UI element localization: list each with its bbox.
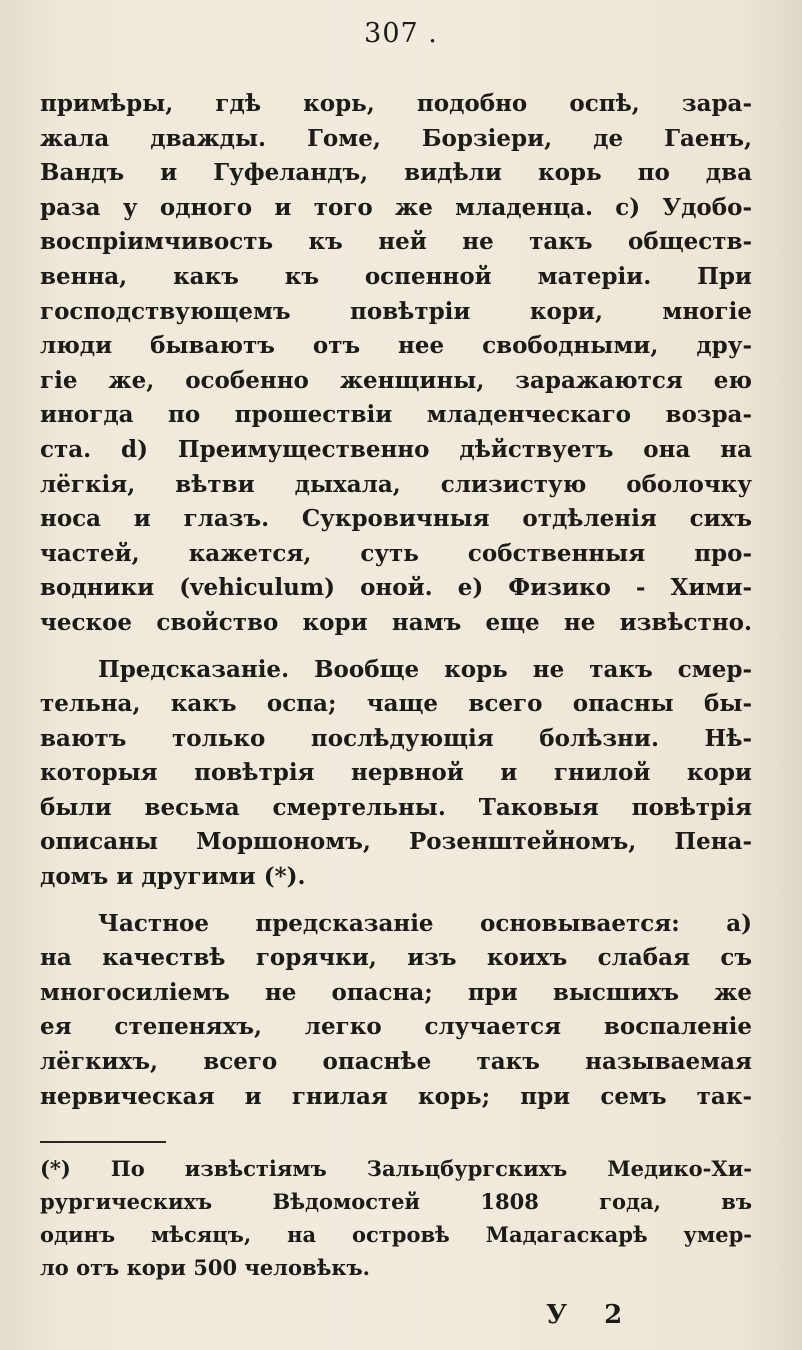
text-line: гіе же, особенно женщины, заражаются ею	[40, 366, 752, 394]
text-line: многосиліемъ не опасна; при высшихъ же	[40, 978, 752, 1006]
text-line: домъ и другими (*).	[40, 863, 306, 891]
text-line: ческое свойство кори намъ еще не извѣстно.	[40, 608, 752, 636]
text-line: раза у одного и того же младенца. с) Удобо-	[40, 193, 752, 221]
text-line: венна, какъ къ оспенной матеріи. При	[40, 262, 752, 290]
text-line: ста. d) Преимущественно дѣйствуетъ она на	[40, 435, 752, 463]
text-line: частей, кажется, суть собственныя про-	[40, 539, 752, 567]
text-line: лёгкихъ, всего опаснѣе такъ называемая	[40, 1048, 752, 1076]
text-line: Частное предсказаніе основывается: а)	[98, 909, 752, 937]
text-line: которыя повѣтрія нервной и гнилой кори	[40, 759, 752, 787]
text-line: нервическая и гнилая корь; при семъ так-	[40, 1082, 752, 1110]
text-line: водники (vehiculum) оной. е) Физико - Хими-	[40, 574, 752, 602]
paragraph-continued	[40, 87, 752, 641]
text-line: на качествѣ горячки, изъ коихъ слабая съ	[40, 944, 752, 972]
text-line: описаны Моршономъ, Розенштейномъ, Пена-	[40, 828, 752, 856]
text-line: лёгкія, вѣтви дыхала, слизистую оболочку	[40, 470, 752, 498]
text-line: иногда по прошествіи младенческаго возра-	[40, 401, 752, 429]
footnote	[40, 1152, 752, 1284]
text-line: Вандъ и Гуфеландъ, видѣли корь по два	[40, 159, 752, 187]
paragraph-particular-prognosis	[40, 907, 752, 1115]
text-line: тельна, какъ оспа; чаще всего опасны бы-	[40, 690, 752, 718]
footnote-divider	[40, 1141, 166, 1143]
text-line: ея степеняхъ, легко случается воспаленіе	[40, 1013, 752, 1041]
text-line: люди бываютъ отъ нее свободными, дру-	[40, 332, 752, 360]
footnote-line: одинъ мѣсяцъ, на островѣ Мадагаскарѣ умер-	[40, 1222, 752, 1247]
text-line: были весьма смертельны. Таковыя повѣтрія	[40, 793, 752, 821]
text-line: ваютъ только послѣдующія болѣзни. Нѣ-	[40, 724, 752, 752]
page-number: 307 .	[364, 18, 438, 49]
footnote-line: ло отъ кори 500 человѣкъ.	[40, 1255, 370, 1280]
paragraph-prognosis	[40, 653, 752, 895]
text-line: господствующемъ повѣтріи кори, многіе	[40, 297, 752, 325]
body-text	[40, 87, 752, 1114]
text-line: примѣры, гдѣ корь, подобно оспѣ, зара-	[40, 90, 752, 117]
footnote-line: (*) По извѣстіямъ Зальцбургскихъ Медико-Хи-	[40, 1156, 752, 1181]
signature-mark: У 2	[546, 1300, 637, 1330]
text-line: носа и глазъ. Сукровичныя отдѣленія сихъ	[40, 505, 752, 533]
text-line: воспріимчивость къ ней не такъ обществ-	[40, 228, 752, 256]
text-line: Предсказаніе. Вообще корь не такъ смер-	[98, 655, 752, 683]
text-line: жала дважды. Гоме, Борзіери, де Гаенъ,	[40, 124, 752, 152]
footnote-line: рургическихъ Вѣдомостей 1808 года, въ	[40, 1189, 752, 1214]
